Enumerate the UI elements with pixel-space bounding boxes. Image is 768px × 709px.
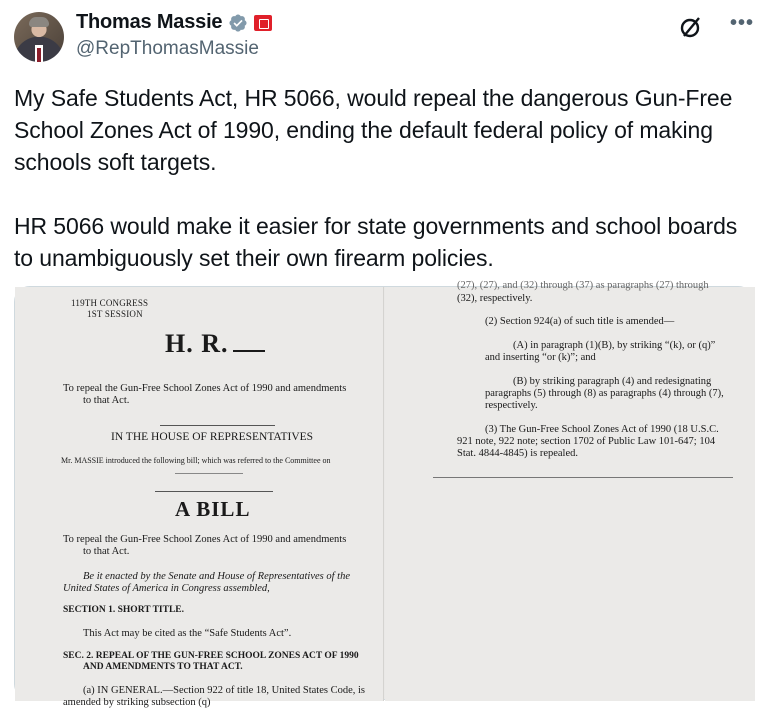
tweet-text: My Safe Students Act, HR 5066, would repeal the dangerous Gun-Free School Zones Act of 1990, ending the default federal policy of making schools soft targets. HR 5066 would make it easier for state governments and school boards to unambiguously set their own firearm policies.: [14, 85, 738, 271]
right-line-5: (B) by striking paragraph (4) and redesignating: [513, 376, 712, 387]
tweet-header: [14, 8, 754, 64]
author-display-name[interactable]: Thomas Massie: [76, 11, 223, 33]
grok-icon[interactable]: [678, 14, 704, 40]
introduced-line: Mr. MASSIE introduced the following bill; which was referred to the Committee on: [61, 456, 331, 465]
government-affiliation-flag-icon: [254, 15, 272, 31]
section-2-heading-2: AND AMENDMENTS TO THAT ACT.: [83, 662, 243, 672]
cut-off-line: (27), (27), and (32) through (37) as paragraphs (27) through: [457, 280, 709, 291]
bill-title: A BILL: [175, 497, 251, 521]
author-avatar[interactable]: [14, 12, 64, 62]
right-line-4: and inserting “or (k)”; and: [485, 352, 596, 363]
section-1-text: This Act may be cited as the “Safe Students Act”.: [83, 628, 292, 639]
bill-purpose-line-2: to that Act.: [83, 546, 130, 557]
avatar-tie: [37, 48, 41, 62]
right-line-10: Stat. 4844-4845) is repealed.: [457, 448, 579, 459]
right-line-2: (2) Section 924(a) of such title is amended—: [485, 316, 675, 327]
section-1-heading: SECTION 1. SHORT TITLE.: [63, 605, 185, 615]
hr-blank-line: [233, 350, 265, 352]
section-2a-line-2: amended by striking subsection (q): [63, 697, 211, 708]
right-line-7: respectively.: [485, 400, 538, 411]
enacting-line-1: Be it enacted by the Senate and House of Representatives of the: [83, 571, 350, 582]
verified-badge-icon: [228, 13, 248, 33]
right-line-1: (32), respectively.: [457, 293, 533, 304]
section-2-heading-1: SEC. 2. REPEAL OF THE GUN-FREE SCHOOL ZONES ACT OF 1990: [63, 651, 359, 661]
more-options-icon[interactable]: •••: [729, 12, 754, 34]
session-label: 1ST SESSION: [87, 309, 143, 319]
attached-image[interactable]: [14, 280, 754, 708]
right-divider: [433, 477, 733, 478]
bill-page-left: [15, 287, 384, 708]
section-2a-line-1: (a) IN GENERAL.—Section 922 of title 18, United States Code, is: [83, 685, 365, 696]
enacting-line-2: United States of America in Congress assembled,: [63, 583, 270, 594]
purpose-line-2: to that Act.: [83, 395, 130, 406]
right-line-8: (3) The Gun-Free School Zones Act of 1990 (18 U.S.C.: [485, 424, 719, 435]
purpose-line-1: To repeal the Gun-Free School Zones Act of 1990 and amendments: [63, 383, 347, 394]
avatar-hair: [29, 17, 49, 27]
bill-page-right: [385, 280, 755, 701]
bill-purpose-line-1: To repeal the Gun-Free School Zones Act of 1990 and amendments: [63, 534, 347, 545]
house-label: IN THE HOUSE OF REPRESENTATIVES: [111, 431, 314, 443]
right-line-9: 921 note, 922 note; section 1702 of Public Law 101-647; 104: [457, 436, 716, 447]
divider-2: [175, 473, 243, 474]
divider-1: [160, 425, 275, 426]
congress-label: 119TH CONGRESS: [71, 298, 149, 308]
right-line-6: paragraphs (5) through (8) as paragraphs (4) through (7),: [485, 388, 724, 399]
hr-number: [165, 329, 265, 359]
author-name-row: [76, 11, 272, 34]
author-handle[interactable]: @RepThomasMassie: [76, 38, 259, 59]
divider-3: [155, 491, 273, 492]
hr-label: H. R.: [165, 329, 229, 358]
right-line-3: (A) in paragraph (1)(B), by striking “(k), or (q)”: [513, 340, 716, 351]
